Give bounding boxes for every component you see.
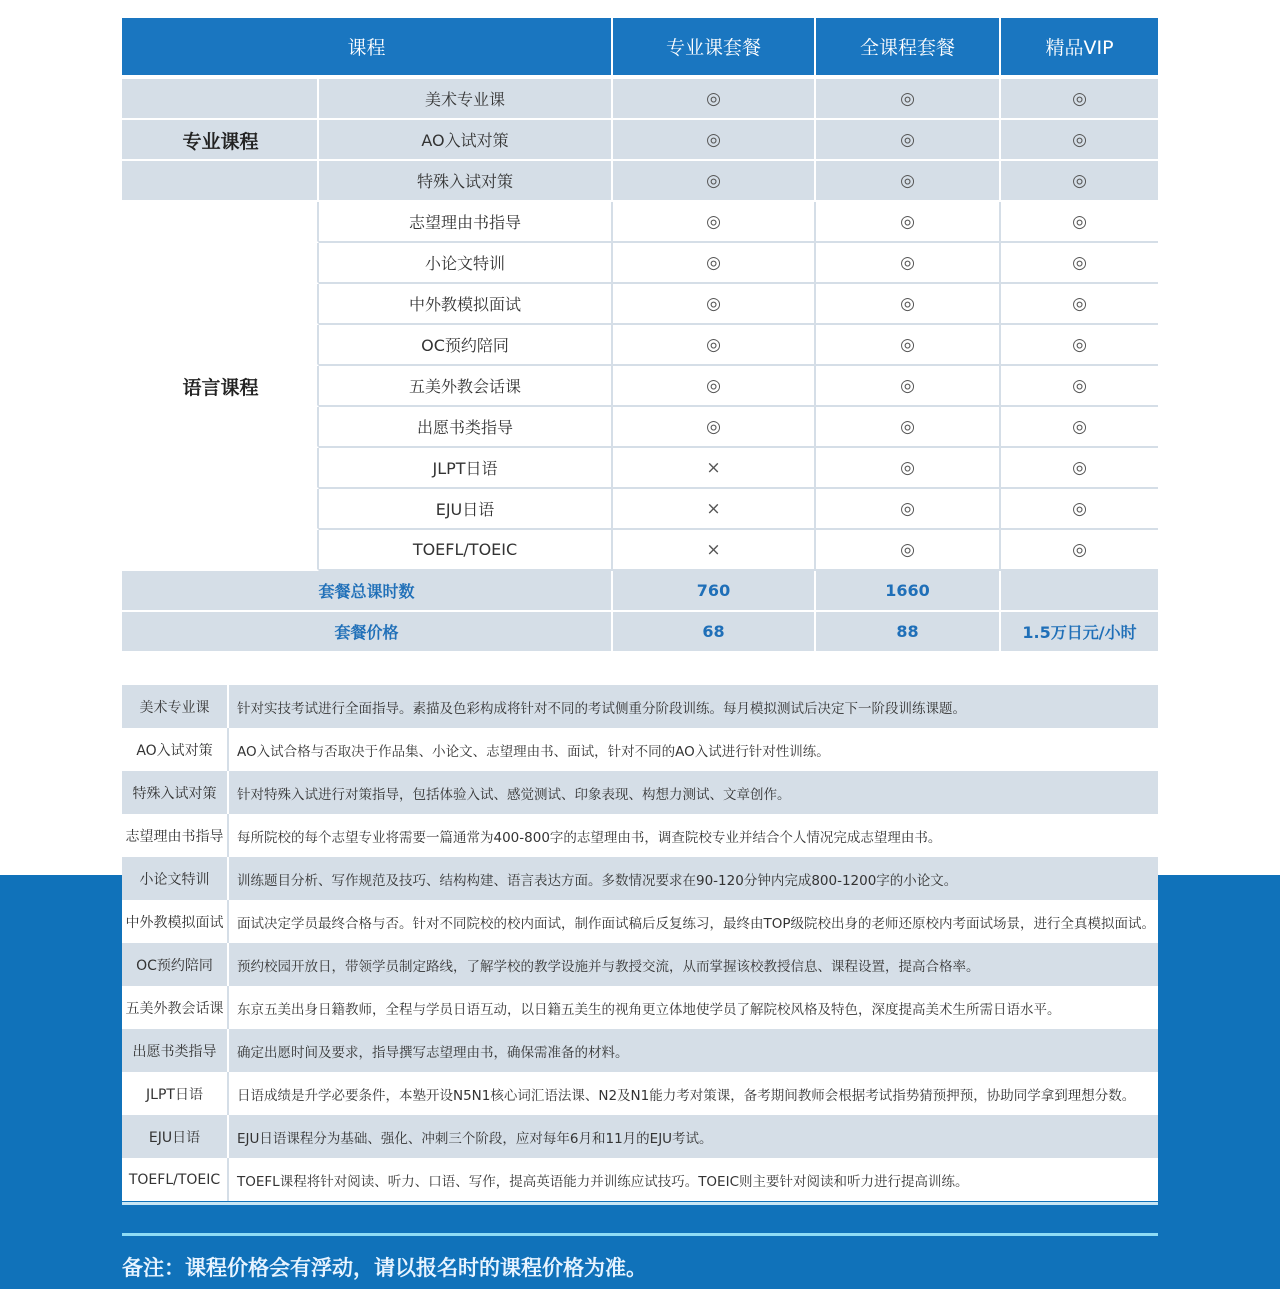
description-course: 特殊入试对策 <box>122 771 229 814</box>
description-course: EJU日语 <box>122 1115 229 1158</box>
description-row <box>122 1029 1158 1072</box>
description-text: 日语成绩是升学必要条件，本塾开设N5N1核心词汇语法课、N2及N1能力考对策课，备考期间教师会根据考试指势猜预押预，协助同学拿到理想分数。 <box>237 1087 1136 1104</box>
plan1-mark: × <box>613 489 816 530</box>
plan2-mark: ◎ <box>816 448 1001 489</box>
course-plan-table <box>122 18 1158 653</box>
plan1-mark: ◎ <box>613 284 816 325</box>
plan1-mark: ◎ <box>613 325 816 366</box>
description-text: 针对实技考试进行全面指导。素描及色彩构成将针对不同的考试侧重分阶段训练。每月模拟测试后决定下一阶段训练课题。 <box>237 700 966 717</box>
course-name: 特殊入试对策 <box>319 161 613 202</box>
plan2-mark: ◎ <box>816 530 1001 571</box>
description-row <box>122 814 1158 857</box>
description-text: 面试决定学员最终合格与否。针对不同院校的校内面试，制作面试稿后反复练习，最终由TOP级院校出身的老师还原校内考面试场景，进行全真模拟面试。 <box>237 915 1156 932</box>
course-name: 小论文特训 <box>319 243 613 284</box>
plan3-mark: ◎ <box>1001 325 1158 366</box>
description-text: AO入试合格与否取决于作品集、小论文、志望理由书、面试，针对不同的AO入试进行针对性训练。 <box>237 743 830 760</box>
description-row <box>122 1158 1158 1201</box>
header-plan3: 精品VIP <box>1001 18 1158 77</box>
course-name: AO入试对策 <box>319 120 613 161</box>
description-text: 训练题目分析、写作规范及技巧、结构构建、语言表达方面。多数情况要求在90-120分钟内完成800-1200字的小论文。 <box>237 872 958 889</box>
plan2-mark: ◎ <box>816 243 1001 284</box>
plan1-mark: ◎ <box>613 202 816 243</box>
plan3-mark: ◎ <box>1001 202 1158 243</box>
plan2-mark: ◎ <box>816 120 1001 161</box>
plan1-mark: ◎ <box>613 120 816 161</box>
plan3-value: 1.5万日元/小时 <box>1001 612 1158 653</box>
description-row <box>122 1115 1158 1158</box>
description-text: 每所院校的每个志望专业将需要一篇通常为400-800字的志望理由书，调查院校专业并结合个人情况完成志望理由书。 <box>237 829 942 846</box>
plan2-mark: ◎ <box>816 284 1001 325</box>
description-row <box>122 857 1158 900</box>
description-row <box>122 943 1158 986</box>
plan1-mark: ◎ <box>613 366 816 407</box>
plan2-mark: ◎ <box>816 79 1001 120</box>
plan1-mark: × <box>613 448 816 489</box>
plan2-mark: ◎ <box>816 202 1001 243</box>
summary-label: 套餐价格 <box>122 612 613 653</box>
description-course: AO入试对策 <box>122 728 229 771</box>
course-name: 中外教模拟面试 <box>319 284 613 325</box>
description-row <box>122 771 1158 814</box>
header-course: 课程 <box>122 18 613 77</box>
plan1-value: 760 <box>613 571 816 612</box>
summary-row <box>122 571 1158 612</box>
course-name: EJU日语 <box>319 489 613 530</box>
table-header <box>122 18 1158 79</box>
plan3-mark: ◎ <box>1001 161 1158 202</box>
plan3-mark: ◎ <box>1001 284 1158 325</box>
header-plan1: 专业课套餐 <box>613 18 816 77</box>
plan1-mark: × <box>613 530 816 571</box>
plan1-mark: ◎ <box>613 79 816 120</box>
description-row <box>122 986 1158 1029</box>
plan2-mark: ◎ <box>816 489 1001 530</box>
description-course: 出愿书类指导 <box>122 1029 229 1072</box>
course-name: TOEFL/TOEIC <box>319 530 613 571</box>
plan3-mark: ◎ <box>1001 243 1158 284</box>
description-course: JLPT日语 <box>122 1072 229 1115</box>
course-name: 志望理由书指导 <box>319 202 613 243</box>
plan3-mark: ◎ <box>1001 407 1158 448</box>
course-name: 出愿书类指导 <box>319 407 613 448</box>
plan3-mark: ◎ <box>1001 79 1158 120</box>
plan1-mark: ◎ <box>613 407 816 448</box>
plan3-mark: ◎ <box>1001 530 1158 571</box>
plan2-value: 1660 <box>816 571 1001 612</box>
group-label: 语言课程 <box>182 377 259 399</box>
description-row <box>122 728 1158 771</box>
description-text: 东京五美出身日籍教师，全程与学员日语互动，以日籍五美生的视角更立体地使学员了解院校风格及特色，深度提高美术生所需日语水平。 <box>237 1001 1061 1018</box>
plan3-mark: ◎ <box>1001 120 1158 161</box>
plan3-mark: ◎ <box>1001 489 1158 530</box>
divider <box>122 1202 1158 1205</box>
description-text: TOEFL课程将针对阅读、听力、口语、写作，提高英语能力并训练应试技巧。TOEIC则主要针对阅读和听力进行提高训练。 <box>237 1173 969 1190</box>
summary-label: 套餐总课时数 <box>122 571 613 612</box>
footnote: 备注：课程价格会有浮动，请以报名时的课程价格为准。 <box>122 1256 647 1280</box>
plan3-mark: ◎ <box>1001 366 1158 407</box>
description-text: EJU日语课程分为基础、强化、冲刺三个阶段，应对每年6月和11月的EJU考试。 <box>237 1130 713 1147</box>
plan2-mark: ◎ <box>816 161 1001 202</box>
plan3-mark: ◎ <box>1001 448 1158 489</box>
description-course: OC预约陪同 <box>122 943 229 986</box>
plan2-mark: ◎ <box>816 407 1001 448</box>
description-row <box>122 900 1158 943</box>
description-course: TOEFL/TOEIC <box>122 1158 229 1201</box>
course-name: 美术专业课 <box>319 79 613 120</box>
description-course: 中外教模拟面试 <box>122 900 229 943</box>
divider <box>122 1233 1158 1236</box>
description-row <box>122 685 1158 728</box>
description-text: 确定出愿时间及要求，指导撰写志望理由书，确保需准备的材料。 <box>237 1044 629 1061</box>
course-description-table <box>122 685 1158 1201</box>
plan2-value: 88 <box>816 612 1001 653</box>
description-row <box>122 1072 1158 1115</box>
plan1-mark: ◎ <box>613 243 816 284</box>
description-course: 小论文特训 <box>122 857 229 900</box>
plan1-mark: ◎ <box>613 161 816 202</box>
plan3-value <box>1001 571 1158 612</box>
description-course: 五美外教会话课 <box>122 986 229 1029</box>
group-label: 专业课程 <box>182 131 259 153</box>
plan2-mark: ◎ <box>816 366 1001 407</box>
course-name: OC预约陪同 <box>319 325 613 366</box>
course-name: JLPT日语 <box>319 448 613 489</box>
course-name: 五美外教会话课 <box>319 366 613 407</box>
summary-row <box>122 612 1158 653</box>
description-text: 预约校园开放日，带领学员制定路线，了解学校的教学设施并与教授交流，从而掌握该校教授信息、课程设置，提高合格率。 <box>237 958 980 975</box>
description-text: 针对特殊入试进行对策指导，包括体验入试、感觉测试、印象表现、构想力测试、文章创作。 <box>237 786 791 803</box>
description-course: 志望理由书指导 <box>122 814 229 857</box>
description-course: 美术专业课 <box>122 685 229 728</box>
plan2-mark: ◎ <box>816 325 1001 366</box>
plan1-value: 68 <box>613 612 816 653</box>
header-plan2: 全课程套餐 <box>816 18 1001 77</box>
